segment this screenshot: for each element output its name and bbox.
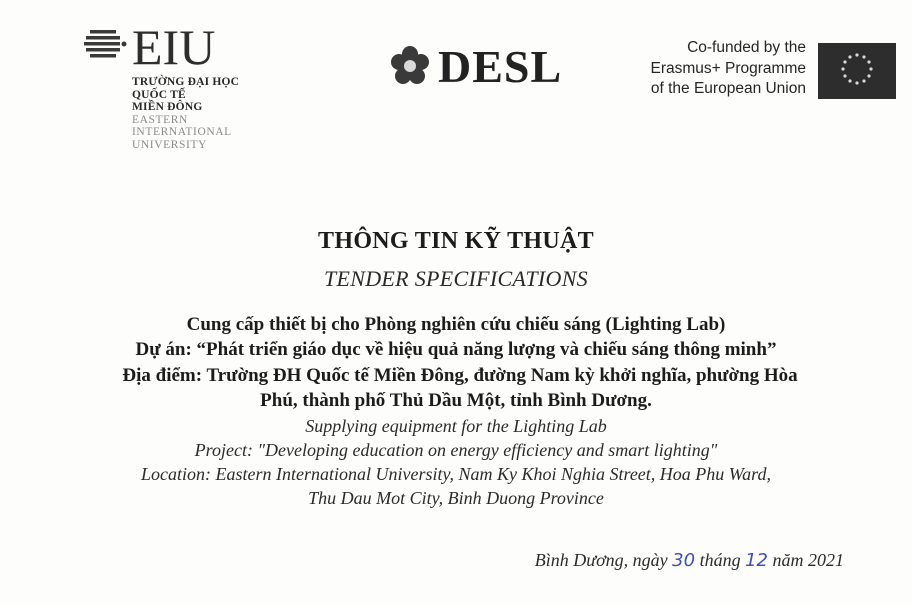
- vi-line-3: Địa điểm: Trường ĐH Quốc tế Miền Đông, đường Nam kỳ khởi nghĩa, phường Hòa: [122, 365, 798, 386]
- date-month-handwritten: 12: [745, 550, 768, 571]
- eiu-name-block: [132, 76, 239, 152]
- en-line-2: Project: "Developing education on energy efficiency and smart lighting": [194, 440, 718, 460]
- eiu-logo: [84, 20, 274, 170]
- vi-line-4: Phú, thành phố Thủ Dầu Một, tỉnh Bình Dương.: [260, 390, 652, 411]
- en-line-3: Location: Eastern International University, Nam Ky Khoi Nghia Street, Hoa Phu Ward,: [141, 464, 771, 484]
- eiu-logo-text: EIU: [132, 20, 216, 68]
- eiu-name-vi-3: MIỀN ĐÔNG: [132, 101, 203, 114]
- en-line-4: Thu Dau Mot City, Binh Duong Province: [308, 488, 604, 508]
- desl-flower-icon: [388, 44, 432, 88]
- cofund-line-3: of the European Union: [650, 80, 806, 97]
- eiu-emblem-icon: [84, 20, 234, 68]
- desl-logo-text: DESL: [438, 41, 563, 92]
- eiu-name-en-2: INTERNATIONAL: [132, 126, 232, 139]
- eu-flag-icon: [818, 43, 896, 99]
- document-title: THÔNG TIN KỸ THUẬT: [318, 228, 594, 254]
- vi-line-1: Cung cấp thiết bị cho Phòng nghiên cứu chiếu sáng (Lighting Lab): [186, 314, 726, 335]
- desl-logo: [388, 40, 588, 96]
- date-day-handwritten: 30: [672, 550, 696, 571]
- document-subtitle: TENDER SPECIFICATIONS: [324, 266, 588, 291]
- eiu-name-vi-1: TRƯỜNG ĐẠI HỌC: [132, 76, 240, 88]
- date-month-label: tháng: [699, 550, 741, 570]
- date-year-label: năm 2021: [772, 550, 844, 570]
- erasmus-cofund-text: [620, 38, 806, 100]
- vi-line-2: Dự án: “Phát triển giáo dục về hiệu quả năng lượng và chiếu sáng thông minh”: [135, 339, 777, 360]
- eiu-name-en-3: UNIVERSITY: [132, 138, 207, 151]
- eiu-name-en-1: EASTERN: [132, 113, 188, 126]
- cofund-line-2: Erasmus+ Programme: [650, 59, 806, 77]
- en-line-1: Supplying equipment for the Lighting Lab: [305, 416, 607, 436]
- date-line: [535, 550, 844, 571]
- eiu-name-vi-2: QUỐC TẾ: [132, 88, 186, 101]
- date-place-prefix: Bình Dương, ngày: [534, 550, 668, 570]
- cofund-line-1: Co-funded by the: [687, 39, 806, 56]
